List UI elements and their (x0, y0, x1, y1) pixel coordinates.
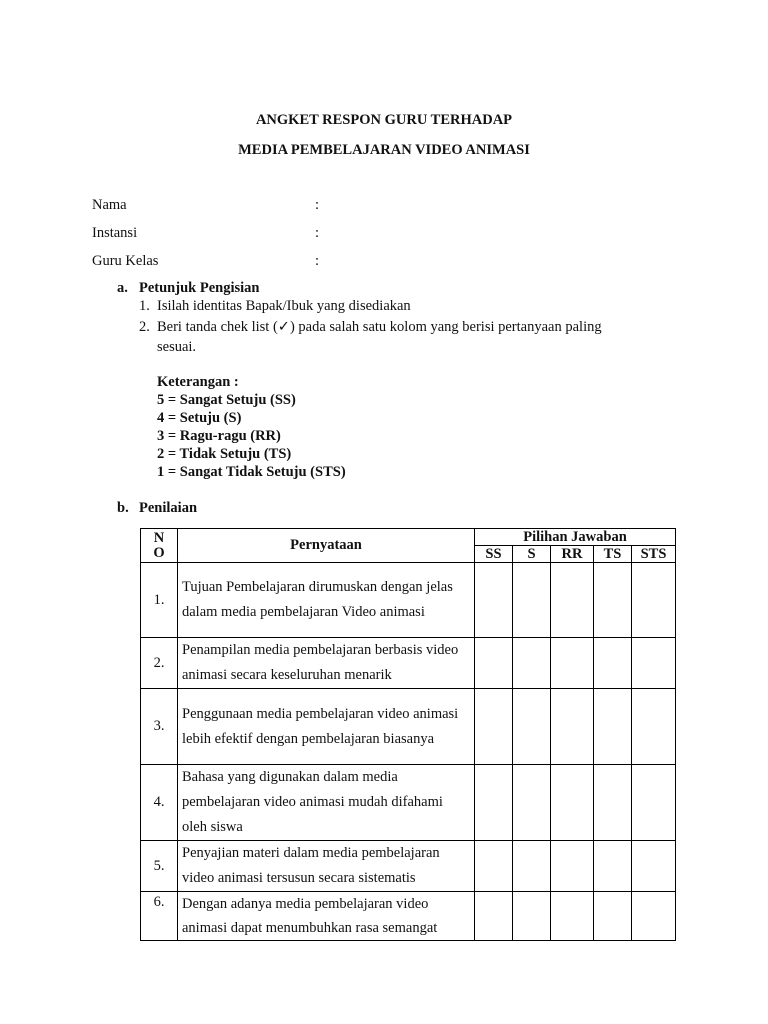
row-number: 2. (141, 638, 178, 689)
keterangan-item: 1 = Sangat Tidak Setuju (STS) (157, 464, 346, 480)
table-row (141, 689, 676, 765)
answer-cell-ts[interactable] (594, 841, 632, 892)
header-no-line: O (153, 544, 165, 561)
section-a-title: Petunjuk Pengisian (139, 280, 260, 296)
answer-cell-ts[interactable] (594, 638, 632, 689)
answer-cell-sts[interactable] (632, 638, 676, 689)
answer-cell-s[interactable] (513, 892, 551, 941)
row-number: 3. (141, 689, 178, 765)
answer-cell-rr[interactable] (551, 689, 594, 765)
row-number: 4. (141, 765, 178, 841)
row-statement: Penyajian materi dalam media pembelajaran video animasi tersusun secara sistematis (178, 841, 475, 892)
identity-colon: : (315, 225, 320, 241)
header-no (141, 529, 178, 563)
answer-cell-ts[interactable] (594, 563, 632, 638)
header-statement: Pernyataan (178, 529, 475, 563)
table-row (141, 563, 676, 638)
answer-cell-ts[interactable] (594, 892, 632, 941)
row-statement: Dengan adanya media pembelajaran video animasi dapat menumbuhkan rasa semangat (178, 892, 475, 941)
document-title-line1: ANGKET RESPON GURU TERHADAP (255, 112, 513, 128)
row-number: 5. (141, 841, 178, 892)
header-choice-rr: RR (551, 546, 594, 563)
identity-label: Guru Kelas (92, 253, 159, 269)
row-number: 1. (141, 563, 178, 638)
answer-cell-sts[interactable] (632, 841, 676, 892)
instruction-text: Isilah identitas Bapak/Ibuk yang disediakan (157, 298, 411, 314)
rating-table (140, 528, 676, 941)
instruction-text: Beri tanda chek list (✓) pada salah satu kolom yang berisi pertanyaan paling sesuai. (157, 319, 602, 355)
identity-label: Nama (92, 197, 127, 213)
document-title-line2: MEDIA PEMBELAJARAN VIDEO ANIMASI (238, 142, 530, 158)
instruction-number: 1. (139, 298, 150, 314)
identity-colon: : (315, 253, 320, 269)
header-choice-ss: SS (475, 546, 513, 563)
row-statement: Penggunaan media pembelajaran video animasi lebih efektif dengan pembelajaran biasanya (178, 689, 475, 765)
identity-label: Instansi (92, 225, 138, 241)
answer-cell-ss[interactable] (475, 689, 513, 765)
answer-cell-ss[interactable] (475, 638, 513, 689)
section-b-letter: b. (117, 500, 129, 516)
header-no-line: N (153, 529, 165, 546)
answer-cell-rr[interactable] (551, 892, 594, 941)
answer-cell-s[interactable] (513, 689, 551, 765)
table-row (141, 765, 676, 841)
answer-cell-ss[interactable] (475, 563, 513, 638)
answer-cell-s[interactable] (513, 841, 551, 892)
answer-cell-sts[interactable] (632, 689, 676, 765)
keterangan-item: 3 = Ragu-ragu (RR) (157, 428, 281, 444)
table-row (141, 892, 676, 941)
answer-cell-sts[interactable] (632, 765, 676, 841)
keterangan-item: 5 = Sangat Setuju (SS) (157, 392, 296, 408)
header-choice-ts: TS (594, 546, 632, 563)
row-statement: Penampilan media pembelajaran berbasis video animasi secara keseluruhan menarik (178, 638, 475, 689)
answer-cell-s[interactable] (513, 638, 551, 689)
identity-row-nama (92, 197, 392, 217)
answer-cell-rr[interactable] (551, 841, 594, 892)
header-choices: Pilihan Jawaban (475, 529, 676, 546)
answer-cell-rr[interactable] (551, 563, 594, 638)
table-row (141, 841, 676, 892)
answer-cell-s[interactable] (513, 765, 551, 841)
keterangan-item: 2 = Tidak Setuju (TS) (157, 446, 292, 462)
answer-cell-ts[interactable] (594, 689, 632, 765)
section-b-title: Penilaian (139, 500, 198, 516)
row-statement: Bahasa yang digunakan dalam media pembelajaran video animasi mudah difahami oleh siswa (178, 765, 475, 841)
answer-cell-s[interactable] (513, 563, 551, 638)
answer-cell-sts[interactable] (632, 892, 676, 941)
row-statement: Tujuan Pembelajaran dirumuskan dengan jelas dalam media pembelajaran Video animasi (178, 563, 475, 638)
row-number: 6. (141, 892, 178, 941)
identity-colon: : (315, 197, 320, 213)
answer-cell-ss[interactable] (475, 892, 513, 941)
header-choice-s: S (513, 546, 551, 563)
answer-cell-rr[interactable] (551, 765, 594, 841)
answer-cell-ss[interactable] (475, 841, 513, 892)
identity-row-instansi (92, 225, 392, 245)
section-a-letter: a. (117, 280, 128, 296)
keterangan-title: Keterangan : (157, 374, 239, 390)
answer-cell-sts[interactable] (632, 563, 676, 638)
identity-row-guru-kelas (92, 253, 392, 273)
answer-cell-ts[interactable] (594, 765, 632, 841)
instruction-number: 2. (139, 319, 150, 335)
answer-cell-ss[interactable] (475, 765, 513, 841)
header-choice-sts: STS (632, 546, 676, 563)
keterangan-item: 4 = Setuju (S) (157, 410, 242, 426)
answer-cell-rr[interactable] (551, 638, 594, 689)
table-row (141, 638, 676, 689)
